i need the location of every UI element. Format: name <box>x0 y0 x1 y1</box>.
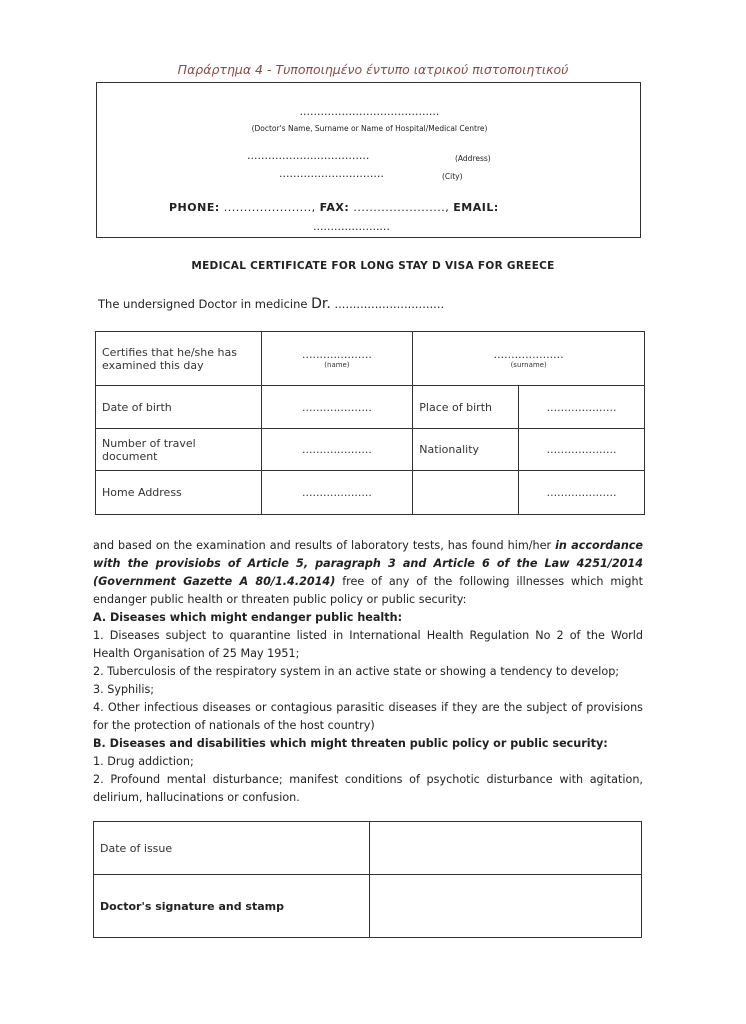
patient-name-field[interactable]: .................... <box>301 348 372 361</box>
section-b-item-1: 1. Drug addiction; <box>93 755 194 768</box>
home-address-field[interactable]: .................... <box>261 471 413 515</box>
date-of-issue-label: Date of issue <box>94 822 370 875</box>
city-field[interactable]: .............................. <box>279 167 384 180</box>
section-a-item-3: 3. Syphilis; <box>93 683 155 696</box>
section-a-item-1: 1. Diseases subject to quarantine listed in International Health Regulation No 2 of the World Health Organisation of 25 May 1951; <box>93 629 643 660</box>
section-a-heading: A. Diseases which might endanger public health: <box>93 611 403 624</box>
contact-line <box>169 201 499 214</box>
travel-doc-label: Number of travel document <box>96 429 262 471</box>
date-of-issue-field[interactable] <box>369 822 641 875</box>
undersigned-text: The undersigned Doctor in medicine <box>98 297 308 311</box>
section-b-heading: B. Diseases and disabilities which might threaten public policy or public security: <box>93 737 608 750</box>
intro-paragraph <box>93 537 643 609</box>
home-address-field-2[interactable]: .................... <box>519 471 645 515</box>
doctor-name-field[interactable]: ........................................ <box>299 105 440 118</box>
patient-surname-cell[interactable] <box>413 332 645 386</box>
certificate-title: MEDICAL CERTIFICATE FOR LONG STAY D VISA FOR GREECE <box>191 260 555 272</box>
signature-field[interactable] <box>369 875 641 938</box>
surname-caption: (surname) <box>510 361 547 369</box>
dr-label: Dr. <box>311 296 331 312</box>
undersigned-line <box>98 296 444 312</box>
fax-label: FAX: <box>319 201 350 214</box>
intro-emphasis: in accordance with the provisiobs of Article 5, paragraph 3 and Article 6 of the Law 4251/2014 (Government Gazette A 80/1.4.2014) <box>93 539 644 588</box>
phone-field[interactable]: ......................, <box>223 201 316 214</box>
pob-field[interactable]: .................... <box>519 386 645 429</box>
patient-details-table <box>95 331 645 515</box>
doctor-name-input[interactable]: .............................. <box>334 297 445 311</box>
pob-label: Place of birth <box>413 386 519 429</box>
doctor-name-caption: (Doctor's Name, Surname or Name of Hospital/Medical Centre) <box>251 124 488 133</box>
intro-tail: free of any of the following illnesses which might endanger public health or threaten public policy or public security: <box>93 575 643 606</box>
dob-field[interactable]: .................... <box>261 386 413 429</box>
patient-surname-field[interactable]: .................... <box>493 348 564 361</box>
annex-title: Παράρτημα 4 - Τυποποιημένο έντυπο ιατρικού πιστοποιητικού <box>177 62 569 77</box>
patient-name-cell[interactable] <box>261 332 413 386</box>
travel-doc-field[interactable]: .................... <box>261 429 413 471</box>
dob-label: Date of birth <box>96 386 262 429</box>
issue-table <box>93 821 642 938</box>
home-address-blank[interactable] <box>413 471 519 515</box>
nationality-label: Nationality <box>413 429 519 471</box>
certificate-body <box>93 537 643 807</box>
email-label: EMAIL: <box>453 201 499 214</box>
address-caption: (Address) <box>455 154 491 163</box>
section-b-item-2: 2. Profound mental disturbance; manifest conditions of psychotic disturbance with agitation, delirium, hallucinations or confusion. <box>93 773 643 804</box>
fax-field[interactable]: ......................., <box>353 201 450 214</box>
signature-label: Doctor's signature and stamp <box>94 875 370 938</box>
name-caption: (name) <box>324 361 350 369</box>
city-caption: (City) <box>442 172 463 181</box>
certifies-label: Certifies that he/she has examined this day <box>96 332 262 386</box>
address-field[interactable]: ................................... <box>247 149 370 162</box>
phone-label: PHONE: <box>169 201 220 214</box>
section-a-item-4: 4. Other infectious diseases or contagious parasitic diseases if they are the subject of provisions for the protection of nationals of the host country) <box>93 701 643 732</box>
section-a-item-2: 2. Tuberculosis of the respiratory system in an active state or showing a tendency to develop; <box>93 665 620 678</box>
email-field[interactable]: ...................... <box>313 220 390 233</box>
nationality-field[interactable]: .................... <box>519 429 645 471</box>
home-address-label: Home Address <box>96 471 262 515</box>
doctor-header-box <box>96 82 641 238</box>
intro-plain: and based on the examination and results of laboratory tests, has found him/her <box>93 539 552 552</box>
